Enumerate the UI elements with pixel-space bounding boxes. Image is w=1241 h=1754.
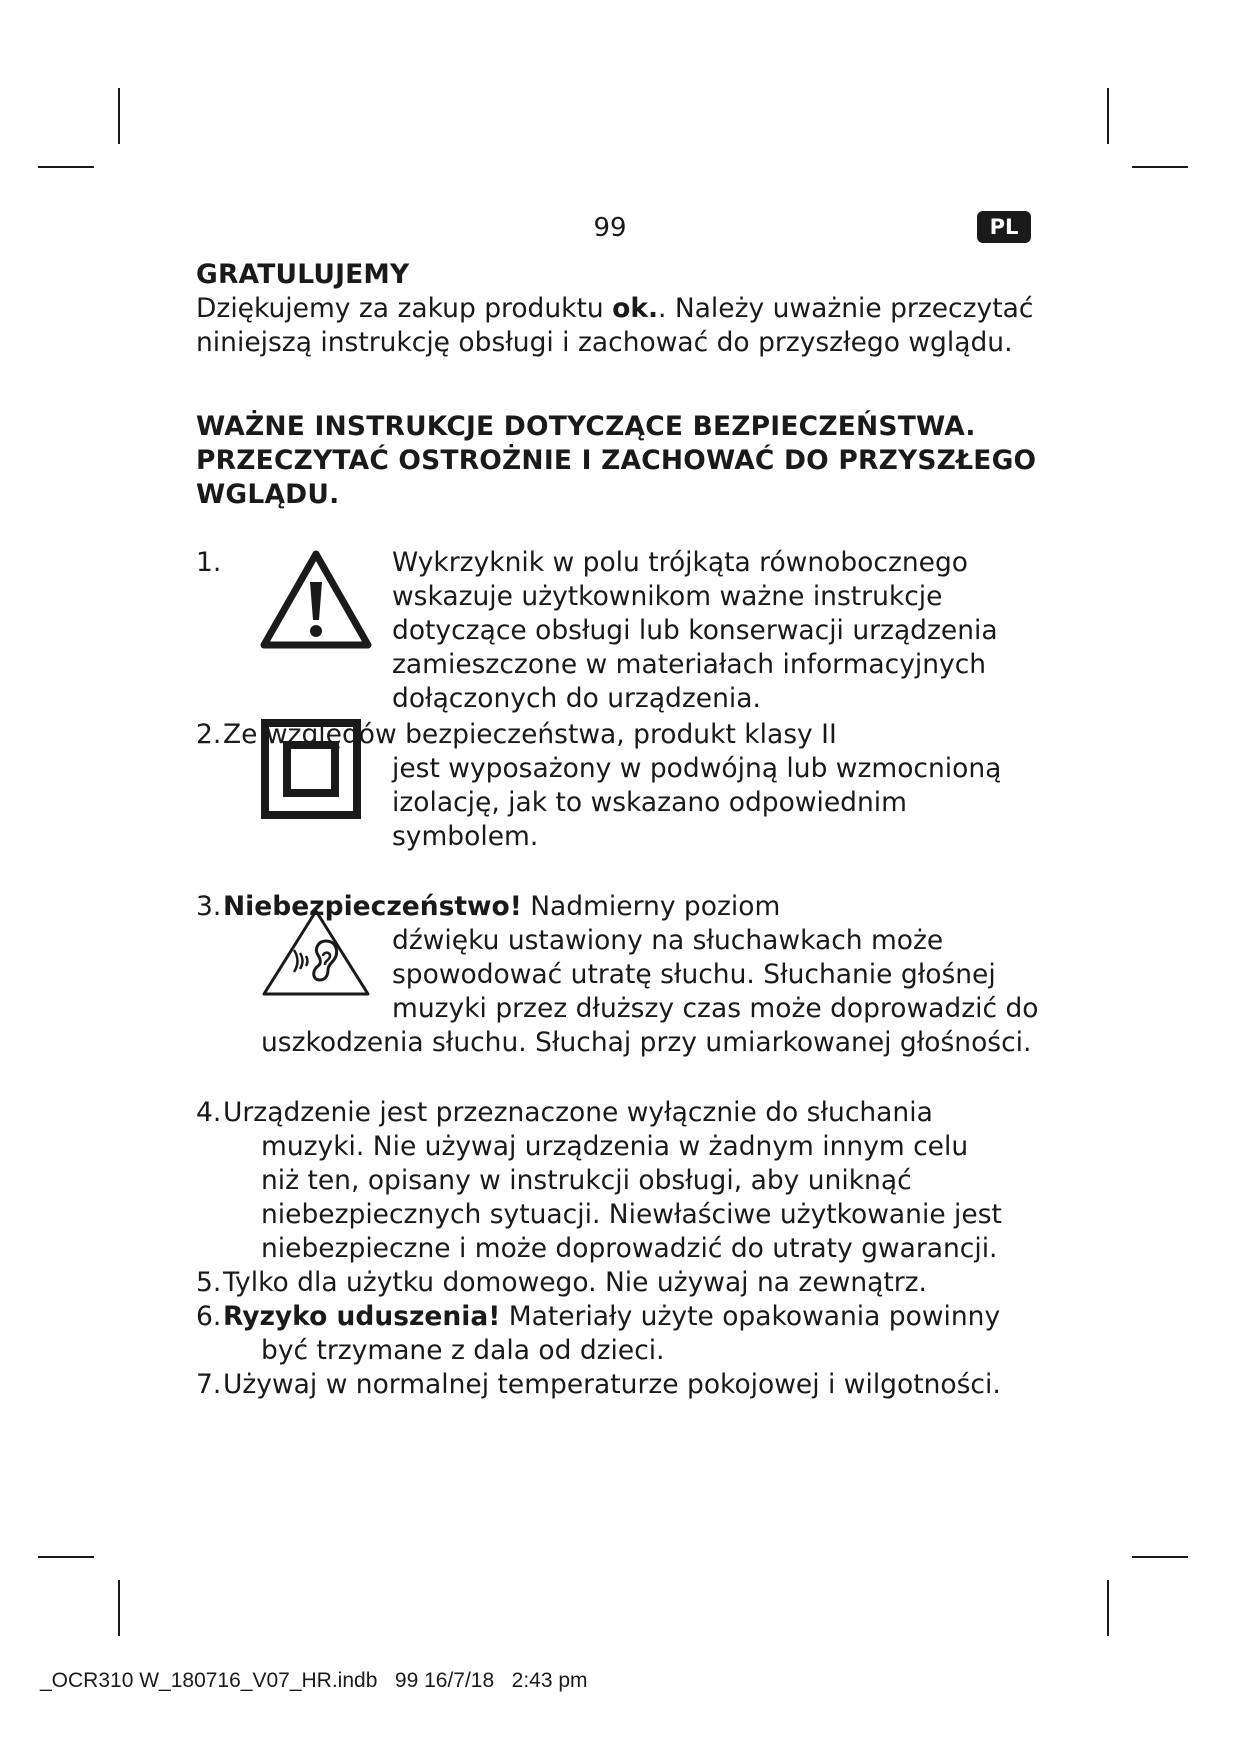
intro-title: GRATULUJEMY — [196, 259, 410, 290]
crop-mark — [118, 1580, 120, 1636]
item-first-line: 2.Ze względów bezpieczeństwa, produkt klasy II — [196, 719, 837, 750]
crop-mark — [38, 166, 94, 168]
crop-mark — [38, 1556, 94, 1558]
item-first-line: 3.Niebezpieczeństwo! Nadmierny poziom — [196, 891, 781, 922]
item-number: 3. — [196, 891, 222, 922]
page-number: 99 — [593, 213, 627, 243]
safety-item-4: 4.Urządzenie jest przeznaczone wyłącznie do słuchania muzyki. Nie używaj urządzenia w żadnym innym celu niż ten, opisany w instrukcji obsługi, aby uniknąć niebezpiecznych sytuacji. Niewłaściwe użytkowanie jest niebezpieczne i może doprowadzić do utraty gwarancji. — [196, 1096, 1046, 1266]
page-content — [196, 258, 1046, 1402]
intro-line-1: Dziękujemy za zakup produktu ok.. Należy uważnie przeczytać — [196, 293, 1034, 324]
crop-mark — [118, 88, 120, 144]
item-text: dźwięku ustawiony na słuchawkach może spowodować utratę słuchu. Słuchanie głośnej muzyki przez dłuższy czas może doprowadzić do — [392, 925, 1039, 1024]
item-number: 7. — [196, 1369, 222, 1400]
item-text: jest wyposażony w podwójną lub wzmocnioną izolację, jak to wskazano odpowiednim symbolem. — [392, 753, 1002, 852]
print-slug: _OCR310 W_180716_V07_HR.indb 99 16/7/18 2:43 pm — [40, 1669, 588, 1692]
safety-item-2 — [196, 718, 1046, 890]
safety-item-7: 7.Używaj w normalnej temperaturze pokojowej i wilgotności. — [196, 1369, 1001, 1400]
crop-mark — [1107, 88, 1109, 144]
item-first-line: 6.Ryzyko uduszenia! Materiały użyte opakowania powinny — [196, 1301, 1001, 1332]
warning-exclamation-triangle-icon — [260, 550, 372, 659]
item-text: Wykrzyknik w polu trójkąta równobocznego wskazuje użytkownikom ważne instrukcje dotyczące obsługi lub konserwacji urządzenia zamieszczone w materiałach informacyjnych dołączonych do urządzenia. — [392, 547, 998, 714]
safety-item-6: 6.Ryzyko uduszenia! Materiały użyte opakowania powinny być trzymane z dala od dzieci. — [196, 1300, 1046, 1368]
item-last-line: uszkodzenia słuchu. Słuchaj przy umiarkowanej głośności. — [261, 1027, 1032, 1058]
crop-mark — [1107, 1580, 1109, 1636]
language-badge: PL — [977, 211, 1031, 243]
safety-item-1 — [196, 546, 1046, 718]
item-number: 2. — [196, 719, 222, 750]
item-first-line: 4.Urządzenie jest przeznaczone wyłącznie do słuchania — [196, 1097, 933, 1128]
safety-item-5: 5.Tylko dla użytku domowego. Nie używaj na zewnątrz. — [196, 1267, 927, 1298]
crop-mark — [1132, 1556, 1188, 1558]
safety-heading: WAŻNE INSTRUKCJE DOTYCZĄCE BEZPIECZEŃSTWA. PRZECZYTAĆ OSTROŻNIE I ZACHOWAĆ DO PRZYSZŁEGO WGLĄDU. — [196, 411, 1037, 510]
item-number: 6. — [196, 1301, 222, 1332]
item-number: 4. — [196, 1097, 222, 1128]
crop-mark — [1132, 166, 1188, 168]
item-number: 5. — [196, 1267, 222, 1298]
intro-line-2: niniejszą instrukcję obsługi i zachować do przyszłego wglądu. — [196, 327, 1013, 358]
safety-item-3 — [196, 890, 1046, 1096]
item-number: 1. — [196, 547, 222, 578]
